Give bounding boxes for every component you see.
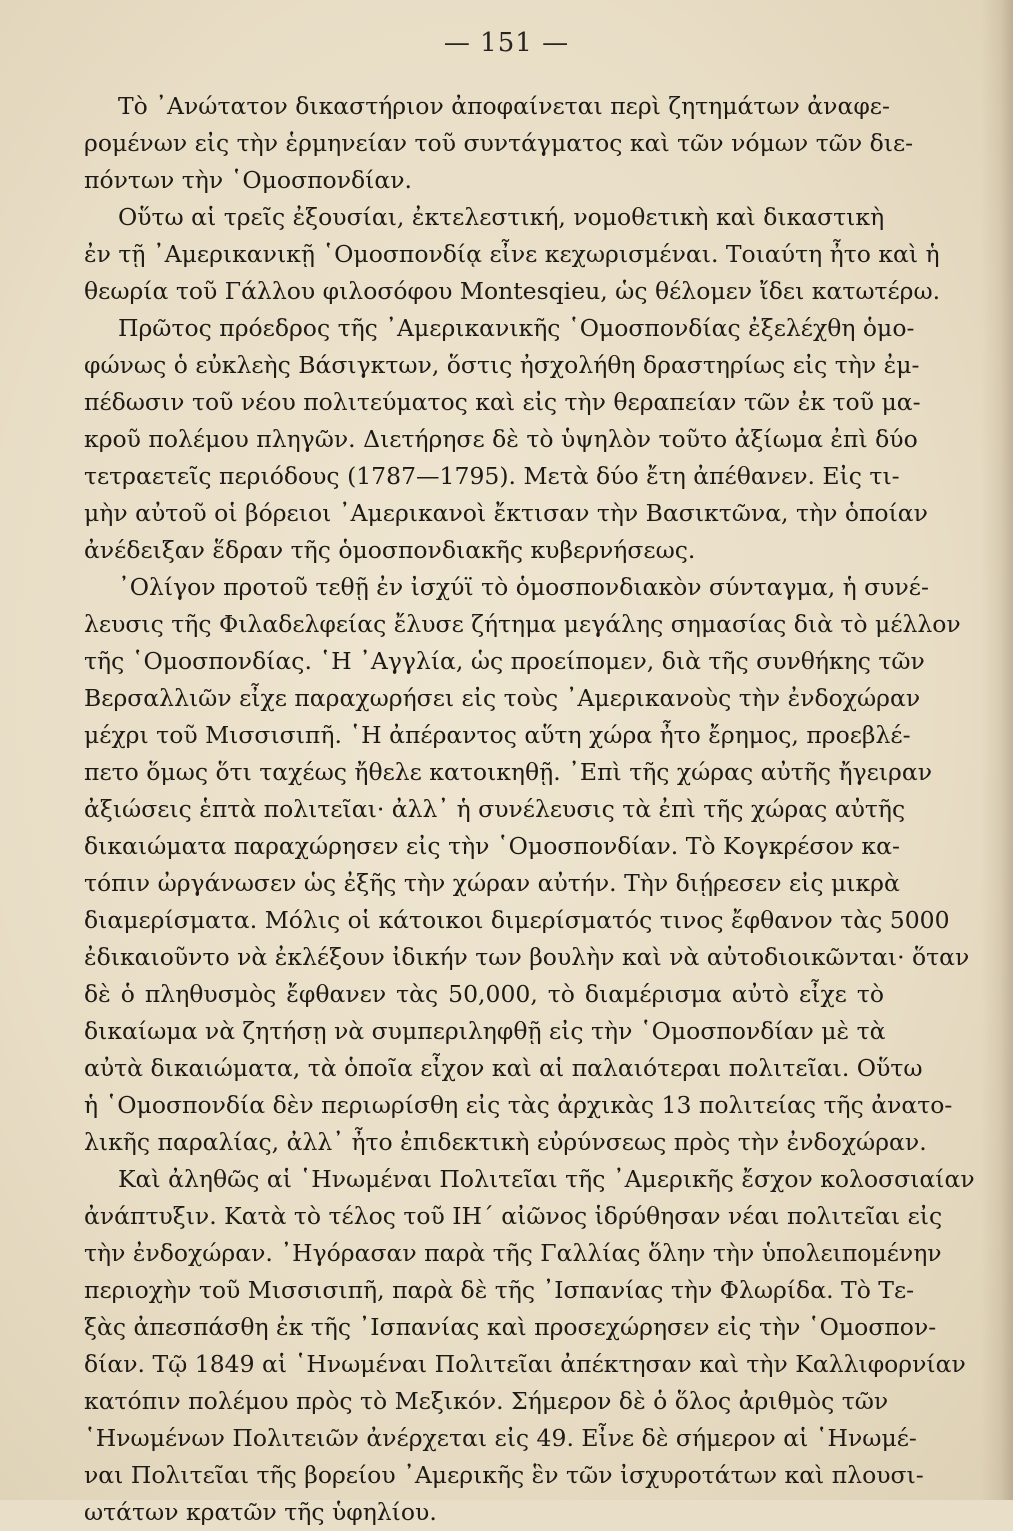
text-line: ἀνέδειξαν ἕδραν τῆς ὁμοσπονδιακῆς κυβερνήσεως. bbox=[84, 536, 696, 564]
text-line: πετο ὅμως ὅτι ταχέως ἤθελε κατοικηθῇ. ᾿Επὶ τῆς χώρας αὐτῆς ἤγειραν bbox=[84, 758, 932, 786]
text-line: τόπιν ὠργάνωσεν ὡς ἐξῆς τὴν χώραν αὐτήν. Τὴν διῄρεσεν εἰς μικρὰ bbox=[84, 869, 900, 897]
text-line: ᾿Ολίγον προτοῦ τεθῇ ἐν ἰσχύϊ τὸ ὁμοσπονδιακὸν σύνταγμα, ἡ συνέ- bbox=[118, 573, 929, 601]
text-line: ναι Πολιτεῖαι τῆς βορείου ᾿Αμερικῆς ἓν τῶν ἰσχυροτάτων καὶ πλουσι- bbox=[84, 1461, 924, 1489]
text-line: θεωρία τοῦ Γάλλου φιλοσόφου Montesqieu, ὡς θέλομεν ἴδει κατωτέρω. bbox=[84, 277, 941, 305]
text-line: Πρῶτος πρόεδρος τῆς ᾿Αμερικανικῆς ῾Ομοσπονδίας ἐξελέχθη ὁμο- bbox=[118, 314, 915, 342]
page-edge-shadow bbox=[981, 0, 1013, 1500]
text-line: διαμερίσματα. Μόλις οἱ κάτοικοι διμερίσματός τινος ἔφθανον τὰς 5000 bbox=[84, 906, 950, 934]
text-line: δικαίωμα νὰ ζητήσῃ νὰ συμπεριληφθῇ εἰς τὴν ῾Ομοσπονδίαν μὲ τὰ bbox=[84, 1017, 886, 1045]
text-line: τὴν ἐνδοχώραν. ᾿Ηγόρασαν παρὰ τῆς Γαλλίας ὅλην τὴν ὑπολειπομένην bbox=[84, 1239, 942, 1267]
text-line: Βερσαλλιῶν εἶχε παραχωρήσει εἰς τοὺς ᾿Αμερικανοὺς τὴν ἐνδοχώραν bbox=[84, 684, 921, 712]
text-line: ἀνάπτυξιν. Κατὰ τὸ τέλος τοῦ ΙΗ΄ αἰῶνος ἱδρύθησαν νέαι πολιτεῖαι εἰς bbox=[84, 1202, 943, 1230]
text-line: αὐτὰ δικαιώματα, τὰ ὁποῖα εἶχον καὶ αἱ παλαιότεραι πολιτεῖαι. Οὕτω bbox=[84, 1054, 923, 1082]
text-line: ῾Ηνωμένων Πολιτειῶν ἀνέρχεται εἰς 49. Εἶνε δὲ σήμερον αἱ ῾Ηνωμέ- bbox=[84, 1424, 917, 1452]
text-line: ωτάτων κρατῶν τῆς ὑφηλίου. bbox=[84, 1498, 437, 1526]
text-line: μὴν αὐτοῦ οἱ βόρειοι ᾿Αμερικανοὶ ἔκτισαν τὴν Βασικτῶνα, τὴν ὁποίαν bbox=[84, 499, 928, 527]
text-line: πόντων τὴν ῾Ομοσπονδίαν. bbox=[84, 166, 412, 194]
text-line: ἐν τῇ ᾿Αμερικανικῇ ῾Ομοσπονδίᾳ εἶνε κεχωρισμέναι. Τοιαύτη ἦτο καὶ ἡ bbox=[84, 240, 940, 268]
text-line: δὲ ὁ πληθυσμὸς ἔφθανεν τὰς 50,000, τὸ διαμέρισμα αὐτὸ εἶχε τὸ bbox=[84, 980, 884, 1008]
text-line: πέδωσιν τοῦ νέου πολιτεύματος καὶ εἰς τὴν θεραπείαν τῶν ἐκ τοῦ μα- bbox=[84, 388, 921, 416]
text-line: τῆς ῾Ομοσπονδίας. ῾Η ᾿Αγγλία, ὡς προείπομεν, διὰ τῆς συνθήκης τῶν bbox=[84, 647, 925, 675]
text-line: Καὶ ἀληθῶς αἱ ῾Ηνωμέναι Πολιτεῖαι τῆς ᾿Αμερικῆς ἔσχον κολοσσιαίαν bbox=[118, 1165, 975, 1193]
body-text bbox=[84, 88, 975, 1531]
text-line: κροῦ πολέμου πληγῶν. Διετήρησε δὲ τὸ ὑψηλὸν τοῦτο ἀξίωμα ἐπὶ δύο bbox=[84, 425, 918, 453]
text-line: ἡ ῾Ομοσπονδία δὲν περιωρίσθη εἰς τὰς ἀρχικὰς 13 πολιτείας τῆς ἀνατο- bbox=[84, 1091, 953, 1119]
text-line: κατόπιν πολέμου πρὸς τὸ Μεξικόν. Σήμερον δὲ ὁ ὅλος ἀριθμὸς τῶν bbox=[84, 1387, 889, 1415]
page-number: — 151 — bbox=[443, 28, 570, 58]
text-line: δικαιώματα παραχώρησεν εἰς τὴν ῾Ομοσπονδίαν. Τὸ Κογκρέσον κα- bbox=[84, 832, 900, 860]
text-line: τετραετεῖς περιόδους (1787—1795). Μετὰ δύο ἔτη ἀπέθανεν. Εἰς τι- bbox=[84, 462, 900, 490]
text-line: μέχρι τοῦ Μισσισιπῆ. ῾Η ἀπέραντος αὕτη χώρα ἦτο ἔρημος, προεβλέ- bbox=[84, 721, 911, 749]
text-line: ξὰς ἀπεσπάσθη ἐκ τῆς ᾿Ισπανίας καὶ προσεχώρησεν εἰς τὴν ῾Ομοσπον- bbox=[84, 1313, 937, 1341]
text-line: ἐδικαιοῦντο νὰ ἐκλέξουν ἰδικήν των βουλὴν καὶ νὰ αὐτοδιοικῶνται· ὅταν bbox=[84, 943, 970, 971]
text-line: λικῆς παραλίας, ἀλλ᾽ ἦτο ἐπιδεκτικὴ εὐρύνσεως πρὸς τὴν ἐνδοχώραν. bbox=[84, 1128, 927, 1156]
text-line: λευσις τῆς Φιλαδελφείας ἔλυσε ζήτημα μεγάλης σημασίας διὰ τὸ μέλλον bbox=[84, 610, 961, 638]
text-line: Οὕτω αἱ τρεῖς ἐξουσίαι, ἐκτελεστική, νομοθετικὴ καὶ δικαστικὴ bbox=[118, 203, 885, 231]
text-line: Τὸ ᾿Ανώτατον δικαστήριον ἀποφαίνεται περὶ ζητημάτων ἀναφε- bbox=[118, 92, 890, 120]
text-line: περιοχὴν τοῦ Μισσισιπῆ, παρὰ δὲ τῆς ᾿Ισπανίας τὴν Φλωρίδα. Τὸ Τε- bbox=[84, 1276, 915, 1304]
text-line: ἀξιώσεις ἑπτὰ πολιτεῖαι· ἀλλ᾽ ἡ συνέλευσις τὰ ἐπὶ τῆς χώρας αὐτῆς bbox=[84, 795, 906, 823]
text-line: δίαν. Τῷ 1849 αἱ ῾Ηνωμέναι Πολιτεῖαι ἀπέκτησαν καὶ τὴν Καλλιφορνίαν bbox=[84, 1350, 966, 1378]
text-line: φώνως ὁ εὐκλεὴς Βάσιγκτων, ὅστις ἠσχολήθη δραστηρίως εἰς τὴν ἐμ- bbox=[84, 351, 920, 379]
text-line: ρομένων εἰς τὴν ἑρμηνείαν τοῦ συντάγματος καὶ τῶν νόμων τῶν διε- bbox=[84, 129, 914, 157]
